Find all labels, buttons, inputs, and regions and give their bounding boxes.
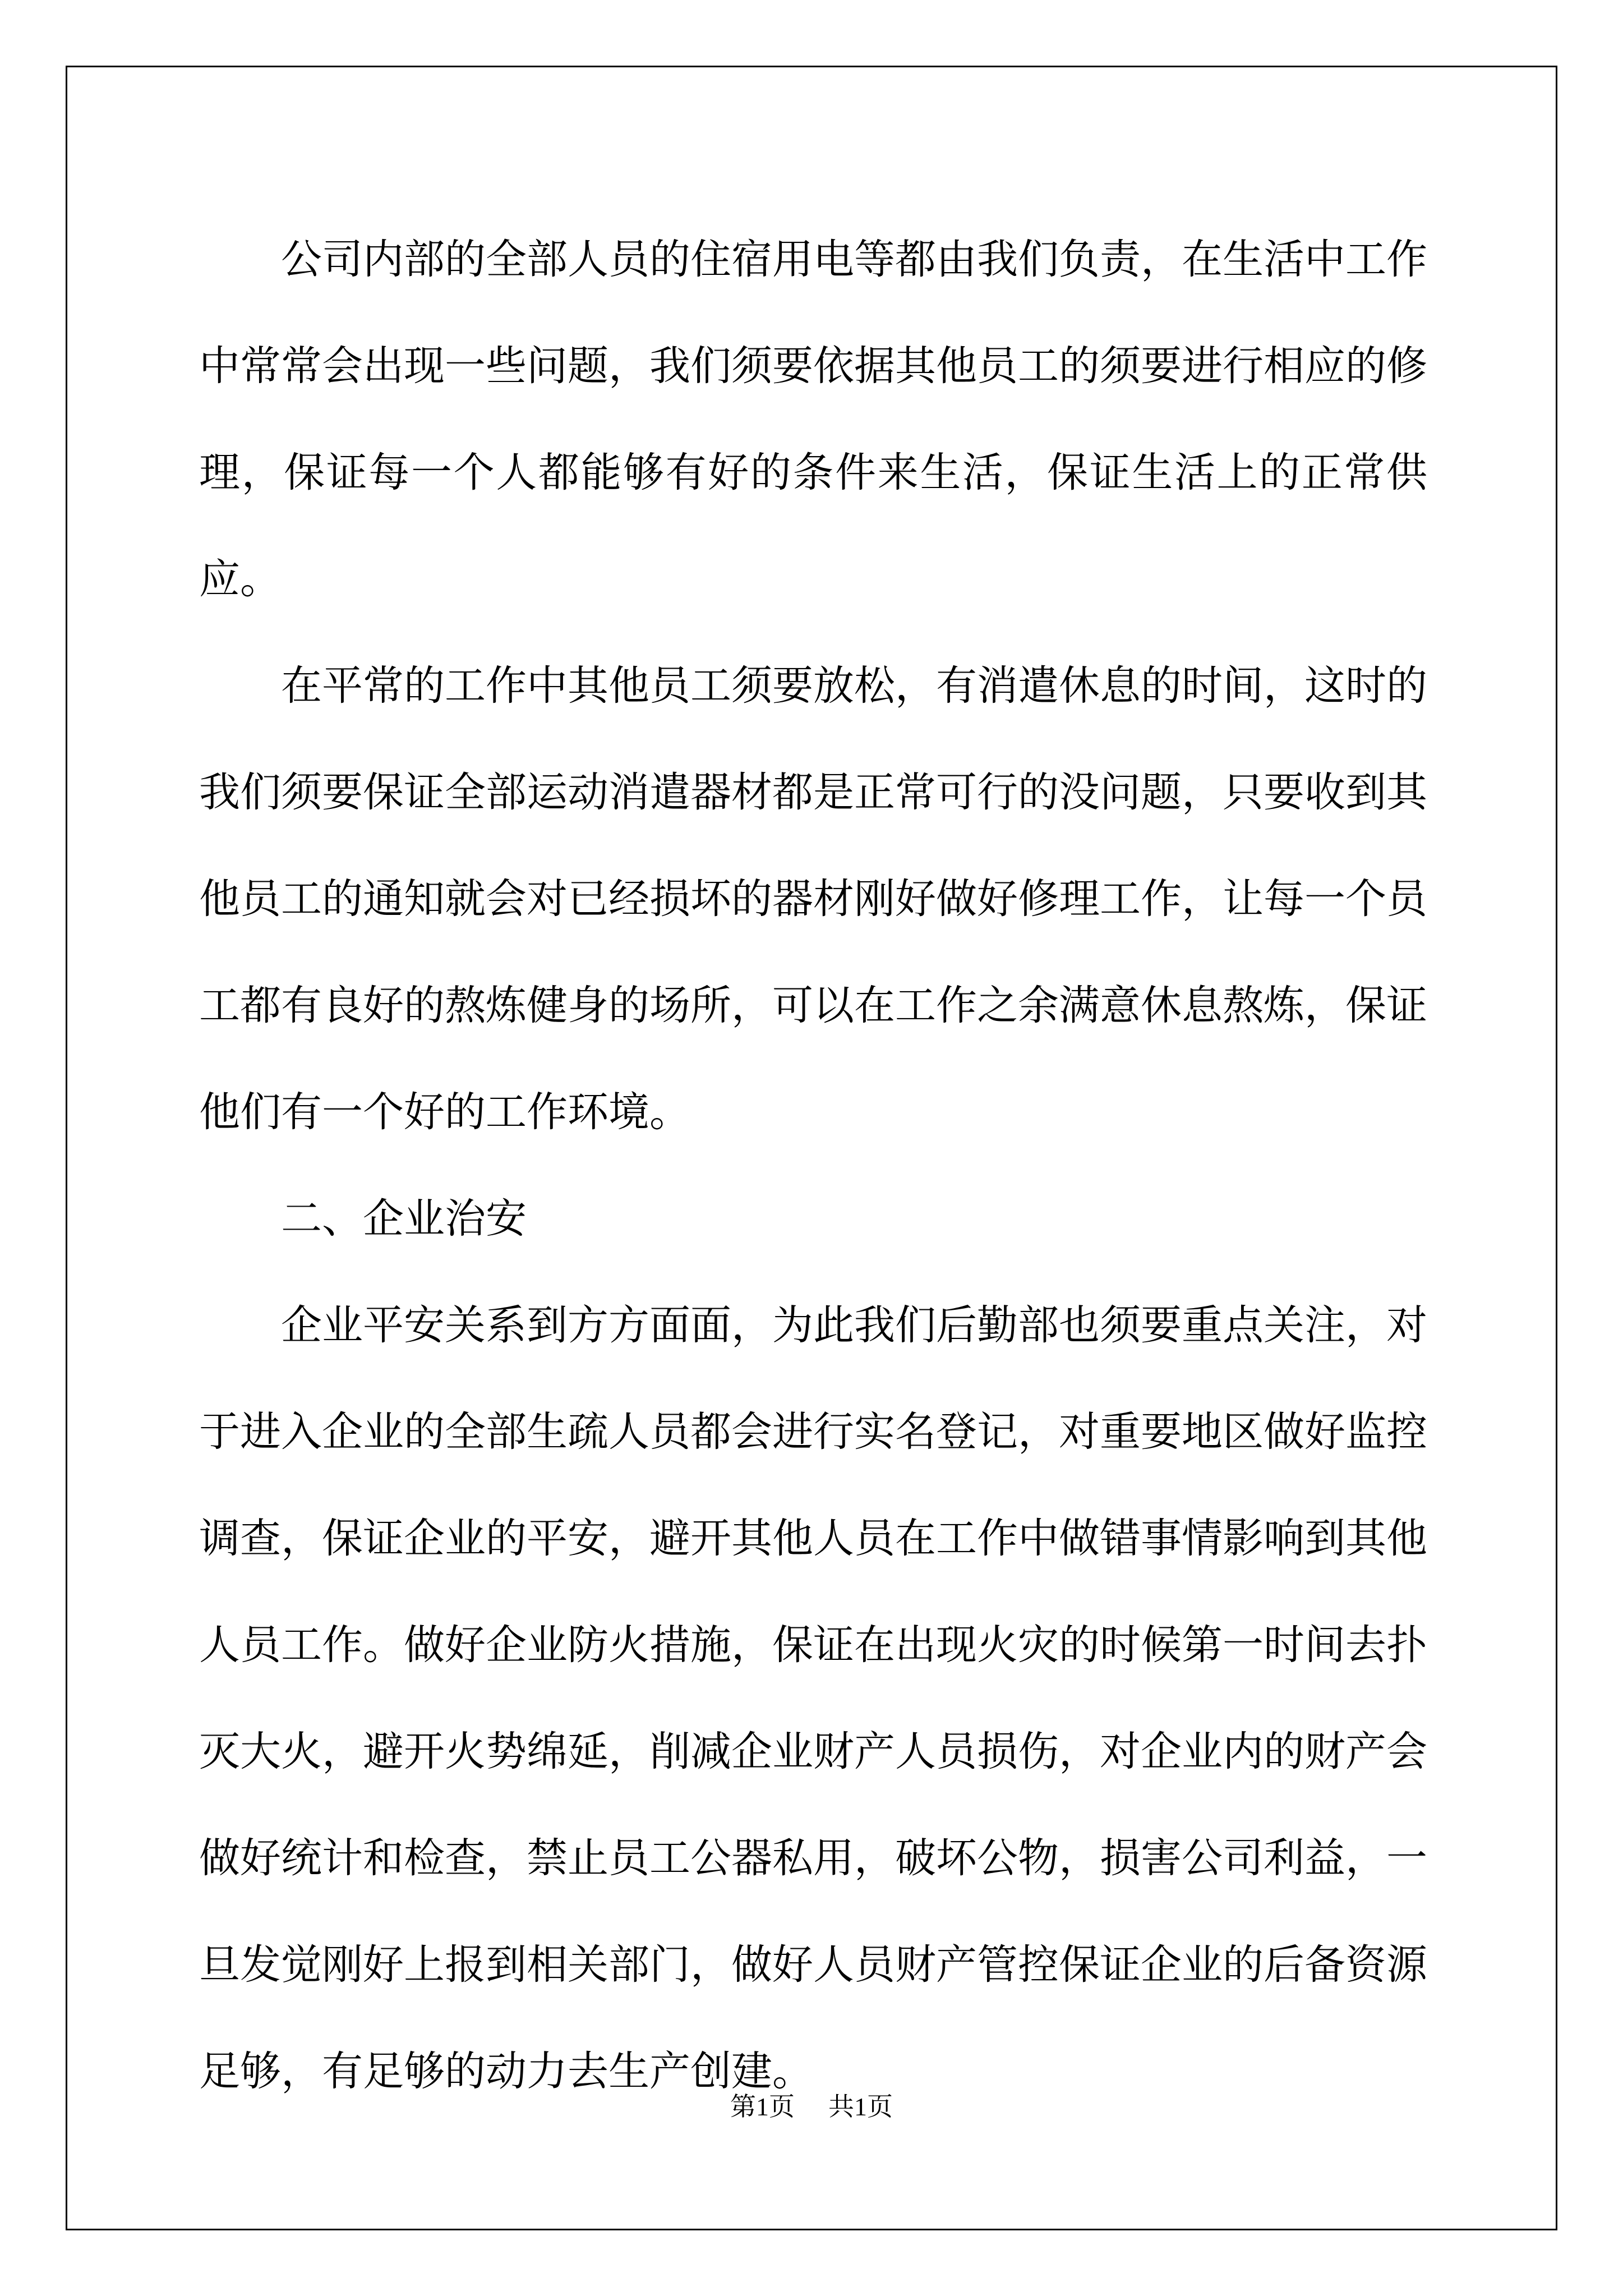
paragraph-enterprise-security: 企业平安关系到方方面面，为此我们后勤部也须要重点关注，对于进入企业的全部生疏人员都会进行实名登记，对重要地区做好监控调查，保证企业的平安，避开其他人员在工作中做错事情影响到其他人员工作。做好企业防火措施，保证在出现火灾的时候第一时间去扑灭大火，避开火势绵延，削减企业财产人员损伤，对企业内的财产会做好统计和检查，禁止员工公器私用，破坏公物，损害公司利益，一旦发觉刚好上报到相关部门，做好人员财产管控保证企业的后备资源足够，有足够的动力去生产创建。 bbox=[199, 1301, 1427, 2095]
paragraph-recreation-equipment: 在平常的工作中其他员工须要放松，有消遣休息的时间，这时的我们须要保证全部运动消遣器材都是正常可行的没问题，只要收到其他员工的通知就会对已经损坏的器材刚好做好修理工作，让每一个员工都有良好的熬炼健身的场所，可以在工作之余满意休息熬炼，保证他们有一个好的工作环境。 bbox=[199, 662, 1427, 1136]
section-heading-security: 二、企业治安 bbox=[281, 1195, 527, 1243]
page-number-current: 第1页 bbox=[730, 2092, 795, 2121]
page-number-total: 共1页 bbox=[828, 2092, 893, 2121]
paragraph-living-services: 公司内部的全部人员的住宿用电等都由我们负责，在生活中工作中常常会出现一些问题，我们须要依据其他员工的须要进行相应的修理，保证每一个人都能够有好的条件来生活，保证生活上的正常供应。 bbox=[199, 236, 1427, 603]
document-body bbox=[199, 206, 1427, 2125]
page-footer bbox=[0, 2090, 1623, 2124]
